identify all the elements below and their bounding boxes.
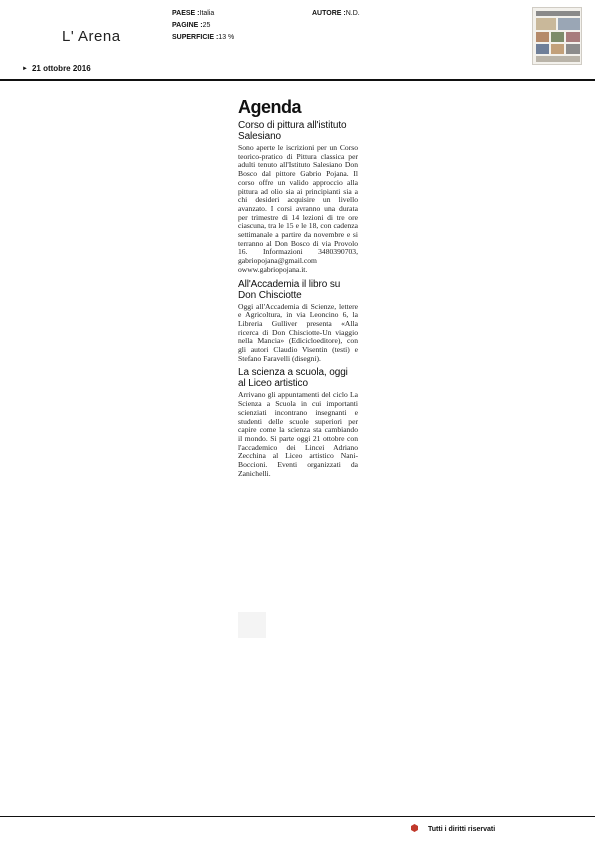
superficie-row <box>172 32 234 44</box>
item-title-pittura: Corso di pittura all'istituto Salesiano <box>238 120 347 142</box>
item-body-scienza: Arrivano gli appuntamenti del ciclo La Scienza a Scuola in cui importanti scienziati incontrano insegnanti e studenti delle scuole superiori per capire come la scienza sta cambiando il mondo. Si parte oggi 21 ottobre con l'accademico dei Lincei Adriano Zecchina al Liceo artistico Nani-Boccioni. Eventi organizzati da Zanichelli. <box>238 390 358 478</box>
footer-rule <box>0 816 595 817</box>
newspaper-masthead: L' Arena <box>62 28 121 45</box>
rights-text: Tutti i diritti riservati <box>428 826 496 833</box>
triangle-right-icon: ► <box>22 66 28 72</box>
metadata-right <box>312 8 360 20</box>
item-body-pittura: Sono aperte le iscrizioni per un Corso teorico-pratico di Pittura classica per adulti tenuto all'Istituto Salesiano Don Bosco dal pittore Gabrio Pojana. Il corso offre un valido approccio alla pittura ad olio sia ai principianti sia a chi desideri acquisire un livello avanzato. I corsi avranno una durata per trimestre di 14 lezioni di tre ore ciascuna, tra le 15 e le 18, con cadenza settimanale a partire da novembre e si terranno al Don Bosco di via Provolo 16. Informazioni 3480390703, gabriopojana@gmail.com owww.gabriopojana.it. <box>238 143 358 274</box>
item-body-don-chisciotte: Oggi all'Accademia di Scienze, lettere e Agricoltura, in via Leoncino 6, la Libreria Gulliver presenta «Alla ricerca di Don Chisciotte-Un viaggio nella Mancia» (Edicicloeditore), con gli autori Claudio Visentin (testi) e Stefano Faravelli (disegni). <box>238 301 358 363</box>
image-placeholder <box>238 612 266 638</box>
pagine-row <box>172 20 234 32</box>
page-thumbnail <box>532 7 582 65</box>
paese-label: PAESE : <box>172 10 200 17</box>
item-title-don-chisciotte: All'Accademia il libro su Don Chisciotte <box>238 278 341 301</box>
section-title: Agenda <box>238 97 302 117</box>
pagine-value: 25 <box>202 22 211 29</box>
autore-value: N.D. <box>345 10 360 17</box>
publisher-logo-icon <box>411 824 418 832</box>
superficie-value: 13 % <box>218 34 235 41</box>
pagine-label: PAGINE : <box>172 22 203 29</box>
publication-date <box>22 64 91 73</box>
superficie-label: SUPERFICIE : <box>172 34 219 41</box>
paese-value: Italia <box>199 10 215 17</box>
autore-label: AUTORE : <box>312 10 346 17</box>
article-column <box>238 96 358 483</box>
footer <box>411 824 495 833</box>
paese-row <box>172 8 234 20</box>
metadata-left <box>172 8 234 44</box>
date-text: 21 ottobre 2016 <box>31 64 91 73</box>
item-title-scienza: La scienza a scuola, oggi al Liceo artistico <box>238 367 348 390</box>
header-rule <box>0 79 595 81</box>
